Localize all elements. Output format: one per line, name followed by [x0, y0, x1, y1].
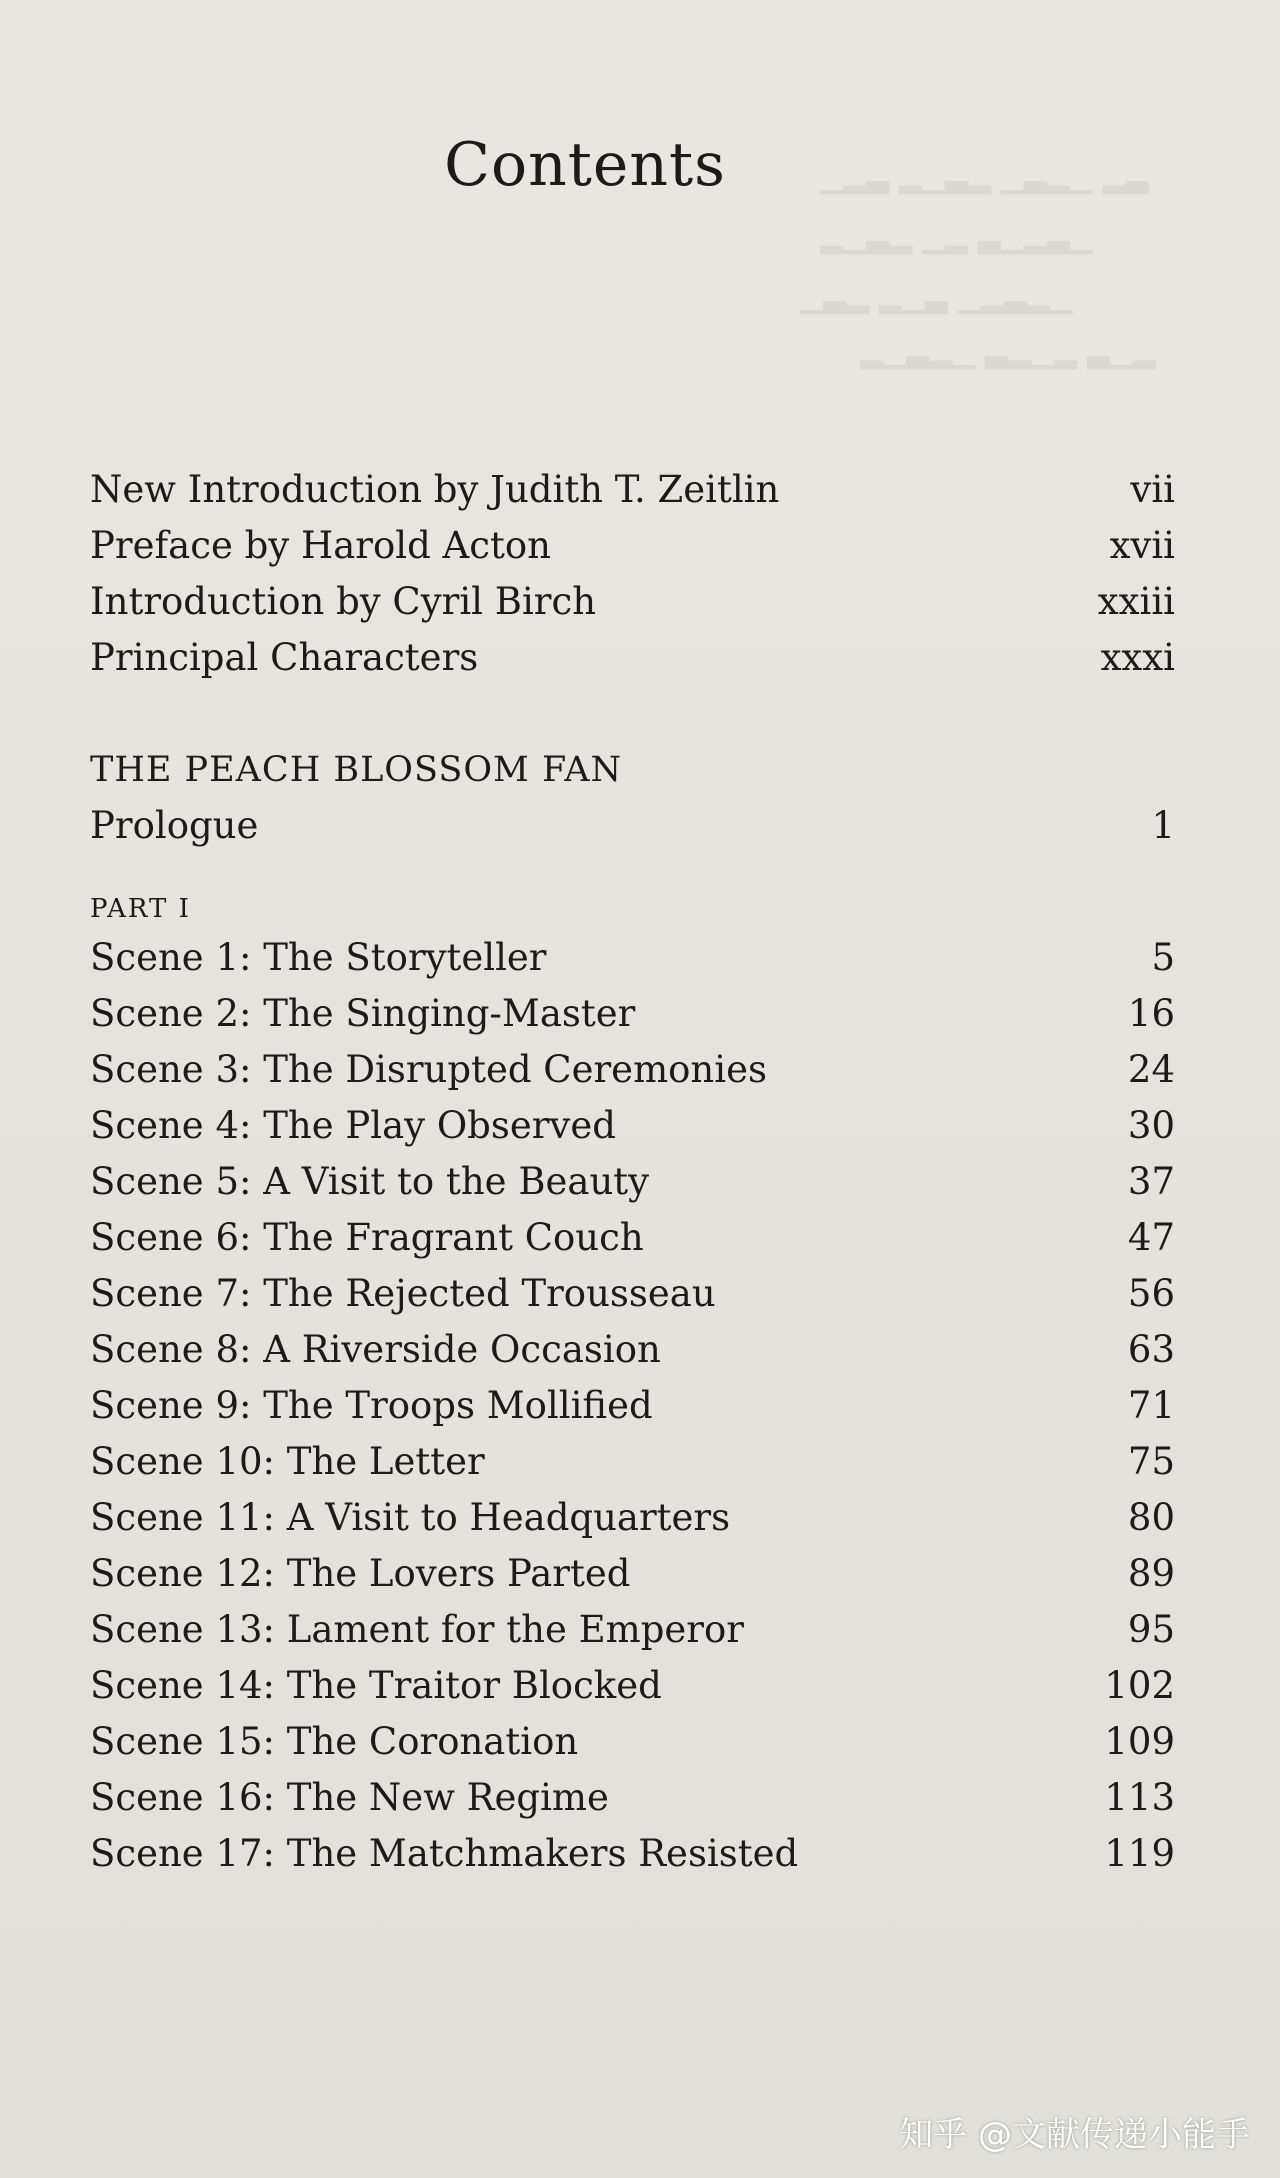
toc-entry-title: Scene 5: A Visit to the Beauty: [90, 1160, 650, 1203]
play-title-heading: THE PEACH BLOSSOM FAN: [90, 750, 623, 790]
toc-entry-page: 56: [1127, 1272, 1175, 1315]
toc-entry-page: 30: [1127, 1104, 1175, 1147]
show-through-line: ▁▃▂ ▂▁▃ ▁▂▃▂▁: [800, 280, 1073, 315]
toc-entry-title: Scene 17: The Matchmakers Resisted: [90, 1832, 799, 1875]
toc-entry: [90, 462, 1175, 518]
toc-entry: [90, 1770, 1175, 1826]
toc-entry-page: 95: [1127, 1608, 1175, 1651]
toc-entry-page: xvii: [1109, 524, 1175, 567]
toc-entry-title: New Introduction by Judith T. Zeitlin: [90, 468, 780, 511]
toc-entry: [90, 1658, 1175, 1714]
toc-entry: [90, 1098, 1175, 1154]
toc-entry: [90, 1154, 1175, 1210]
show-through-line: ▁▂▃ ▂▁▃▂ ▁▃▂▁ ▂▃: [820, 160, 1149, 195]
toc-entry-page: vii: [1130, 468, 1175, 511]
toc-entry-title: Scene 12: The Lovers Parted: [90, 1552, 631, 1595]
toc-entry-title: Scene 14: The Traitor Blocked: [90, 1664, 662, 1707]
toc-entry-title: Scene 15: The Coronation: [90, 1720, 579, 1763]
show-through-line: ▂▁▃▂▁ ▃▂▁▂ ▃▁▂: [860, 335, 1156, 370]
toc-entry-page: 113: [1104, 1776, 1175, 1819]
toc-entry-page: 80: [1127, 1496, 1175, 1539]
toc-entry: [90, 1378, 1175, 1434]
toc-entry-page: 89: [1127, 1552, 1175, 1595]
toc-entry-title: Prologue: [90, 804, 259, 847]
toc-entry-title: Scene 10: The Letter: [90, 1440, 485, 1483]
toc-entry: [90, 1210, 1175, 1266]
toc-entry-title: Scene 9: The Troops Mollified: [90, 1384, 653, 1427]
toc-entry-page: 47: [1127, 1216, 1175, 1259]
toc-entry-title: Scene 13: Lament for the Emperor: [90, 1608, 744, 1651]
scene-list: [90, 930, 1175, 1882]
toc-entry-title: Preface by Harold Acton: [90, 524, 551, 567]
toc-entry-page: 71: [1127, 1384, 1175, 1427]
toc-entry-title: Scene 3: The Disrupted Ceremonies: [90, 1048, 767, 1091]
toc-entry-title: Scene 1: The Storyteller: [90, 936, 547, 979]
toc-entry-prologue: [90, 798, 1175, 854]
toc-entry-page: 75: [1127, 1440, 1175, 1483]
toc-entry-page: 1: [1151, 804, 1175, 847]
page-title: Contents: [444, 130, 726, 201]
toc-entry: [90, 1546, 1175, 1602]
toc-entry-title: Scene 16: The New Regime: [90, 1776, 609, 1819]
toc-entry-page: xxxi: [1100, 636, 1175, 679]
front-matter-list: [90, 462, 1175, 686]
toc-entry: [90, 930, 1175, 986]
toc-entry: [90, 630, 1175, 686]
toc-entry-title: Introduction by Cyril Birch: [90, 580, 597, 623]
toc-entry: [90, 574, 1175, 630]
toc-entry: [90, 1266, 1175, 1322]
toc-entry: [90, 1434, 1175, 1490]
show-through-line: ▂▁▃▂ ▁▂ ▃▁▂▃▁: [820, 220, 1093, 255]
toc-entry: [90, 1322, 1175, 1378]
toc-entry-page: 102: [1104, 1664, 1175, 1707]
toc-entry: [90, 1826, 1175, 1882]
site-watermark: 知乎 @文献传递小能手: [899, 2115, 1250, 2155]
toc-entry: [90, 518, 1175, 574]
toc-entry: [90, 1490, 1175, 1546]
toc-entry-title: Scene 7: The Rejected Trousseau: [90, 1272, 716, 1315]
toc-entry-title: Scene 4: The Play Observed: [90, 1104, 616, 1147]
toc-entry: [90, 986, 1175, 1042]
toc-entry-title: Principal Characters: [90, 636, 479, 679]
toc-entry-page: 24: [1127, 1048, 1175, 1091]
toc-entry-page: xxiii: [1097, 580, 1175, 623]
table-of-contents: [90, 462, 1175, 1882]
toc-entry-page: 63: [1127, 1328, 1175, 1371]
toc-entry-page: 16: [1127, 992, 1175, 1035]
toc-entry-title: Scene 6: The Fragrant Couch: [90, 1216, 644, 1259]
toc-entry-title: Scene 2: The Singing-Master: [90, 992, 636, 1035]
toc-entry-page: 119: [1104, 1832, 1175, 1875]
part-heading: PART I: [90, 894, 191, 924]
toc-entry-title: Scene 11: A Visit to Headquarters: [90, 1496, 731, 1539]
toc-entry-page: 37: [1127, 1160, 1175, 1203]
toc-entry-title: Scene 8: A Riverside Occasion: [90, 1328, 661, 1371]
toc-entry: [90, 1602, 1175, 1658]
toc-entry-page: 5: [1151, 936, 1175, 979]
toc-entry: [90, 1714, 1175, 1770]
toc-entry-page: 109: [1104, 1720, 1175, 1763]
toc-entry: [90, 1042, 1175, 1098]
